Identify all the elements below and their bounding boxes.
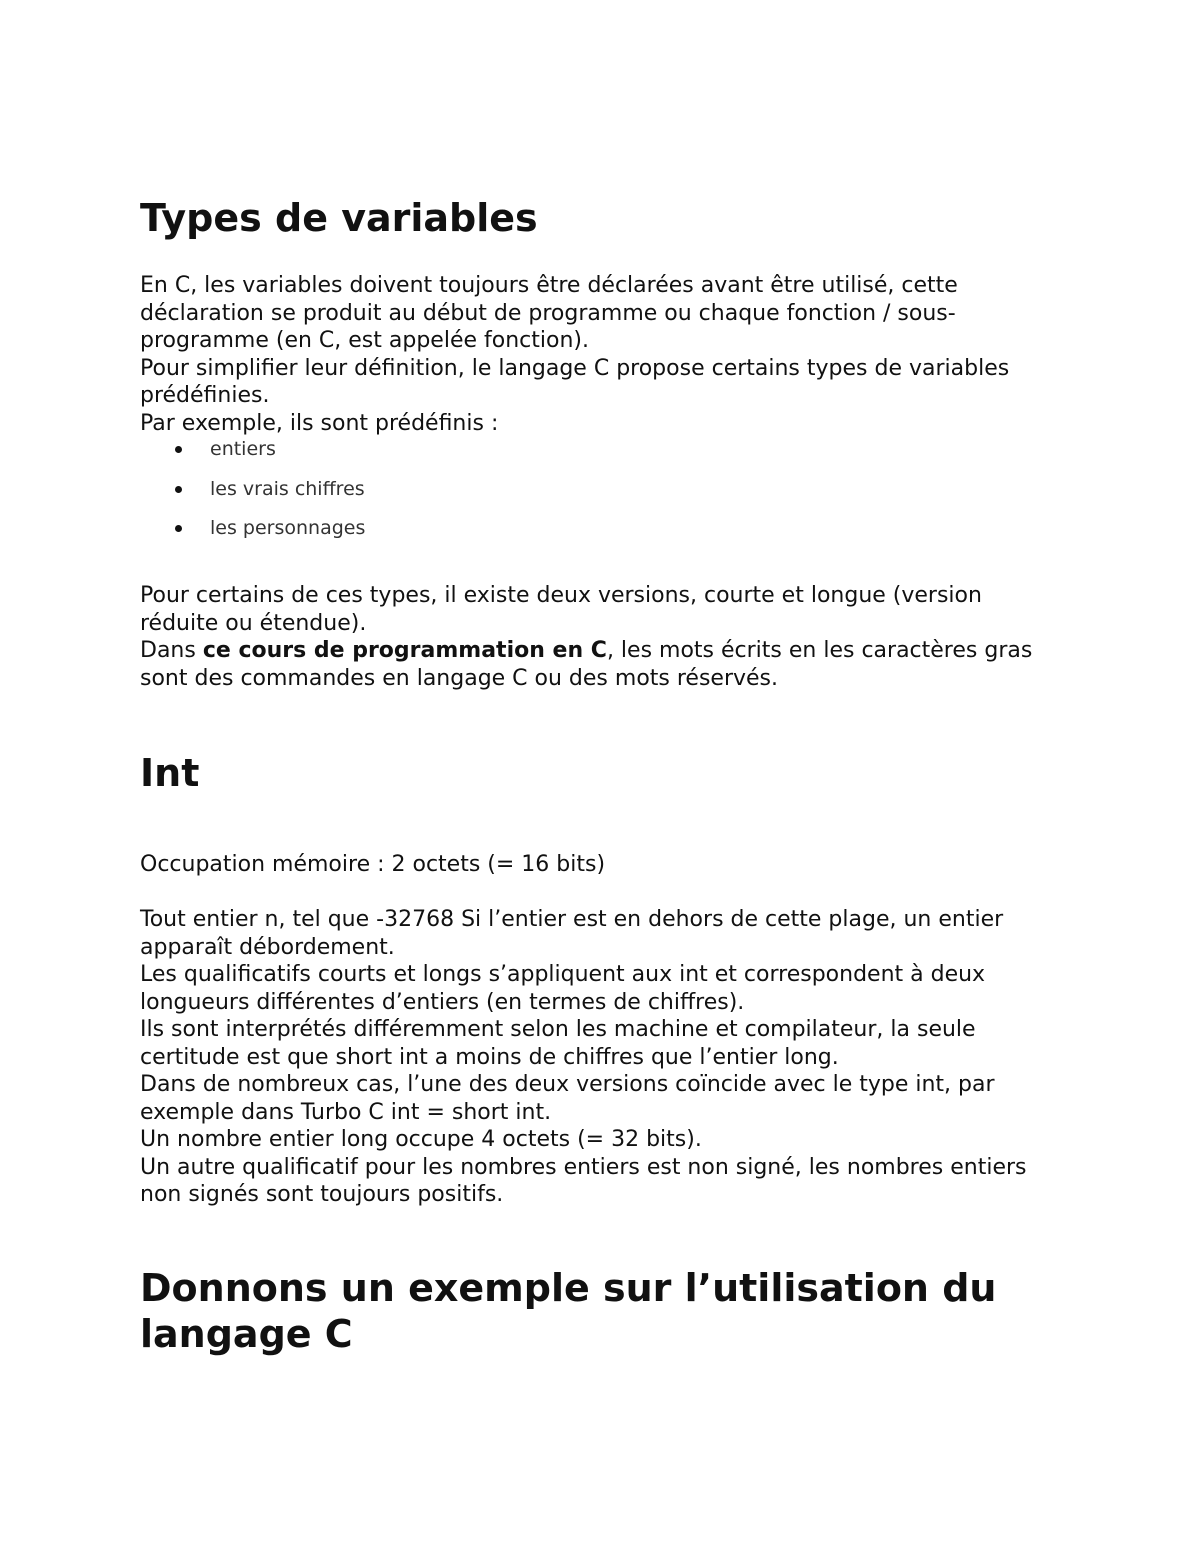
paragraph-commandes: Dans ce cours de programmation en C, les mots écrits en les caractères gras sont des commandes en langage C ou des mots réservés. bbox=[140, 638, 1033, 691]
list-item: entiers bbox=[140, 437, 740, 477]
paragraph-versions: Pour certains de ces types, il existe deux versions, courte et longue (version réduite ou étendue). bbox=[140, 583, 982, 636]
intro-block bbox=[140, 272, 1040, 437]
int-details-block bbox=[140, 906, 1060, 1209]
heading-int: Int bbox=[140, 751, 200, 795]
paragraph-unsigned: Un autre qualificatif pour les nombres entiers est non signé, les nombres entiers non signés sont toujours positifs. bbox=[140, 1154, 1027, 1207]
paragraph-simplifier: Pour simplifier leur définition, le langage C propose certains types de variables prédéfinies. bbox=[140, 355, 1010, 408]
paragraph-turbo-c: Dans de nombreux cas, l’une des deux versions coïncide avec le type int, par exemple dans Turbo C int = short int. bbox=[140, 1072, 995, 1125]
bullet-icon bbox=[175, 525, 182, 532]
predefined-types-list bbox=[140, 437, 740, 556]
versions-block bbox=[140, 582, 1050, 692]
heading-types-de-variables: Types de variables bbox=[140, 196, 538, 240]
bold-course-name: ce cours de programmation en C bbox=[202, 638, 607, 663]
paragraph-long: Un nombre entier long occupe 4 octets (= 32 bits). bbox=[140, 1127, 702, 1152]
paragraph-memory: Occupation mémoire : 2 octets (= 16 bits) bbox=[140, 852, 606, 877]
bullet-icon bbox=[175, 486, 182, 493]
paragraph-par-exemple: Par exemple, ils sont prédéfinis : bbox=[140, 410, 499, 436]
heading-exemple: Donnons un exemple sur l’utilisation du langage C bbox=[140, 1266, 997, 1356]
paragraph-interpretes: Ils sont interprétés différemment selon les machine et compilateur, la seule certitude est que short int a moins de chiffres que l’entier long. bbox=[140, 1017, 976, 1070]
list-item: les personnages bbox=[140, 516, 740, 556]
paragraph-declaration: En C, les variables doivent toujours être déclarées avant être utilisé, cette déclaration se produit au début de programme ou chaque fonction / sous-programme (en C, est appelée fonction). bbox=[140, 273, 958, 353]
paragraph-entier-range: Tout entier n, tel que -32768 Si l’entier est en dehors de cette plage, un entier apparaît débordement. bbox=[140, 907, 1004, 960]
bullet-icon bbox=[175, 446, 182, 453]
paragraph-qualificatifs: Les qualificatifs courts et longs s’appliquent aux int et correspondent à deux longueurs différentes d’entiers (en termes de chiffres). bbox=[140, 962, 986, 1015]
list-item: les vrais chiffres bbox=[140, 477, 740, 517]
